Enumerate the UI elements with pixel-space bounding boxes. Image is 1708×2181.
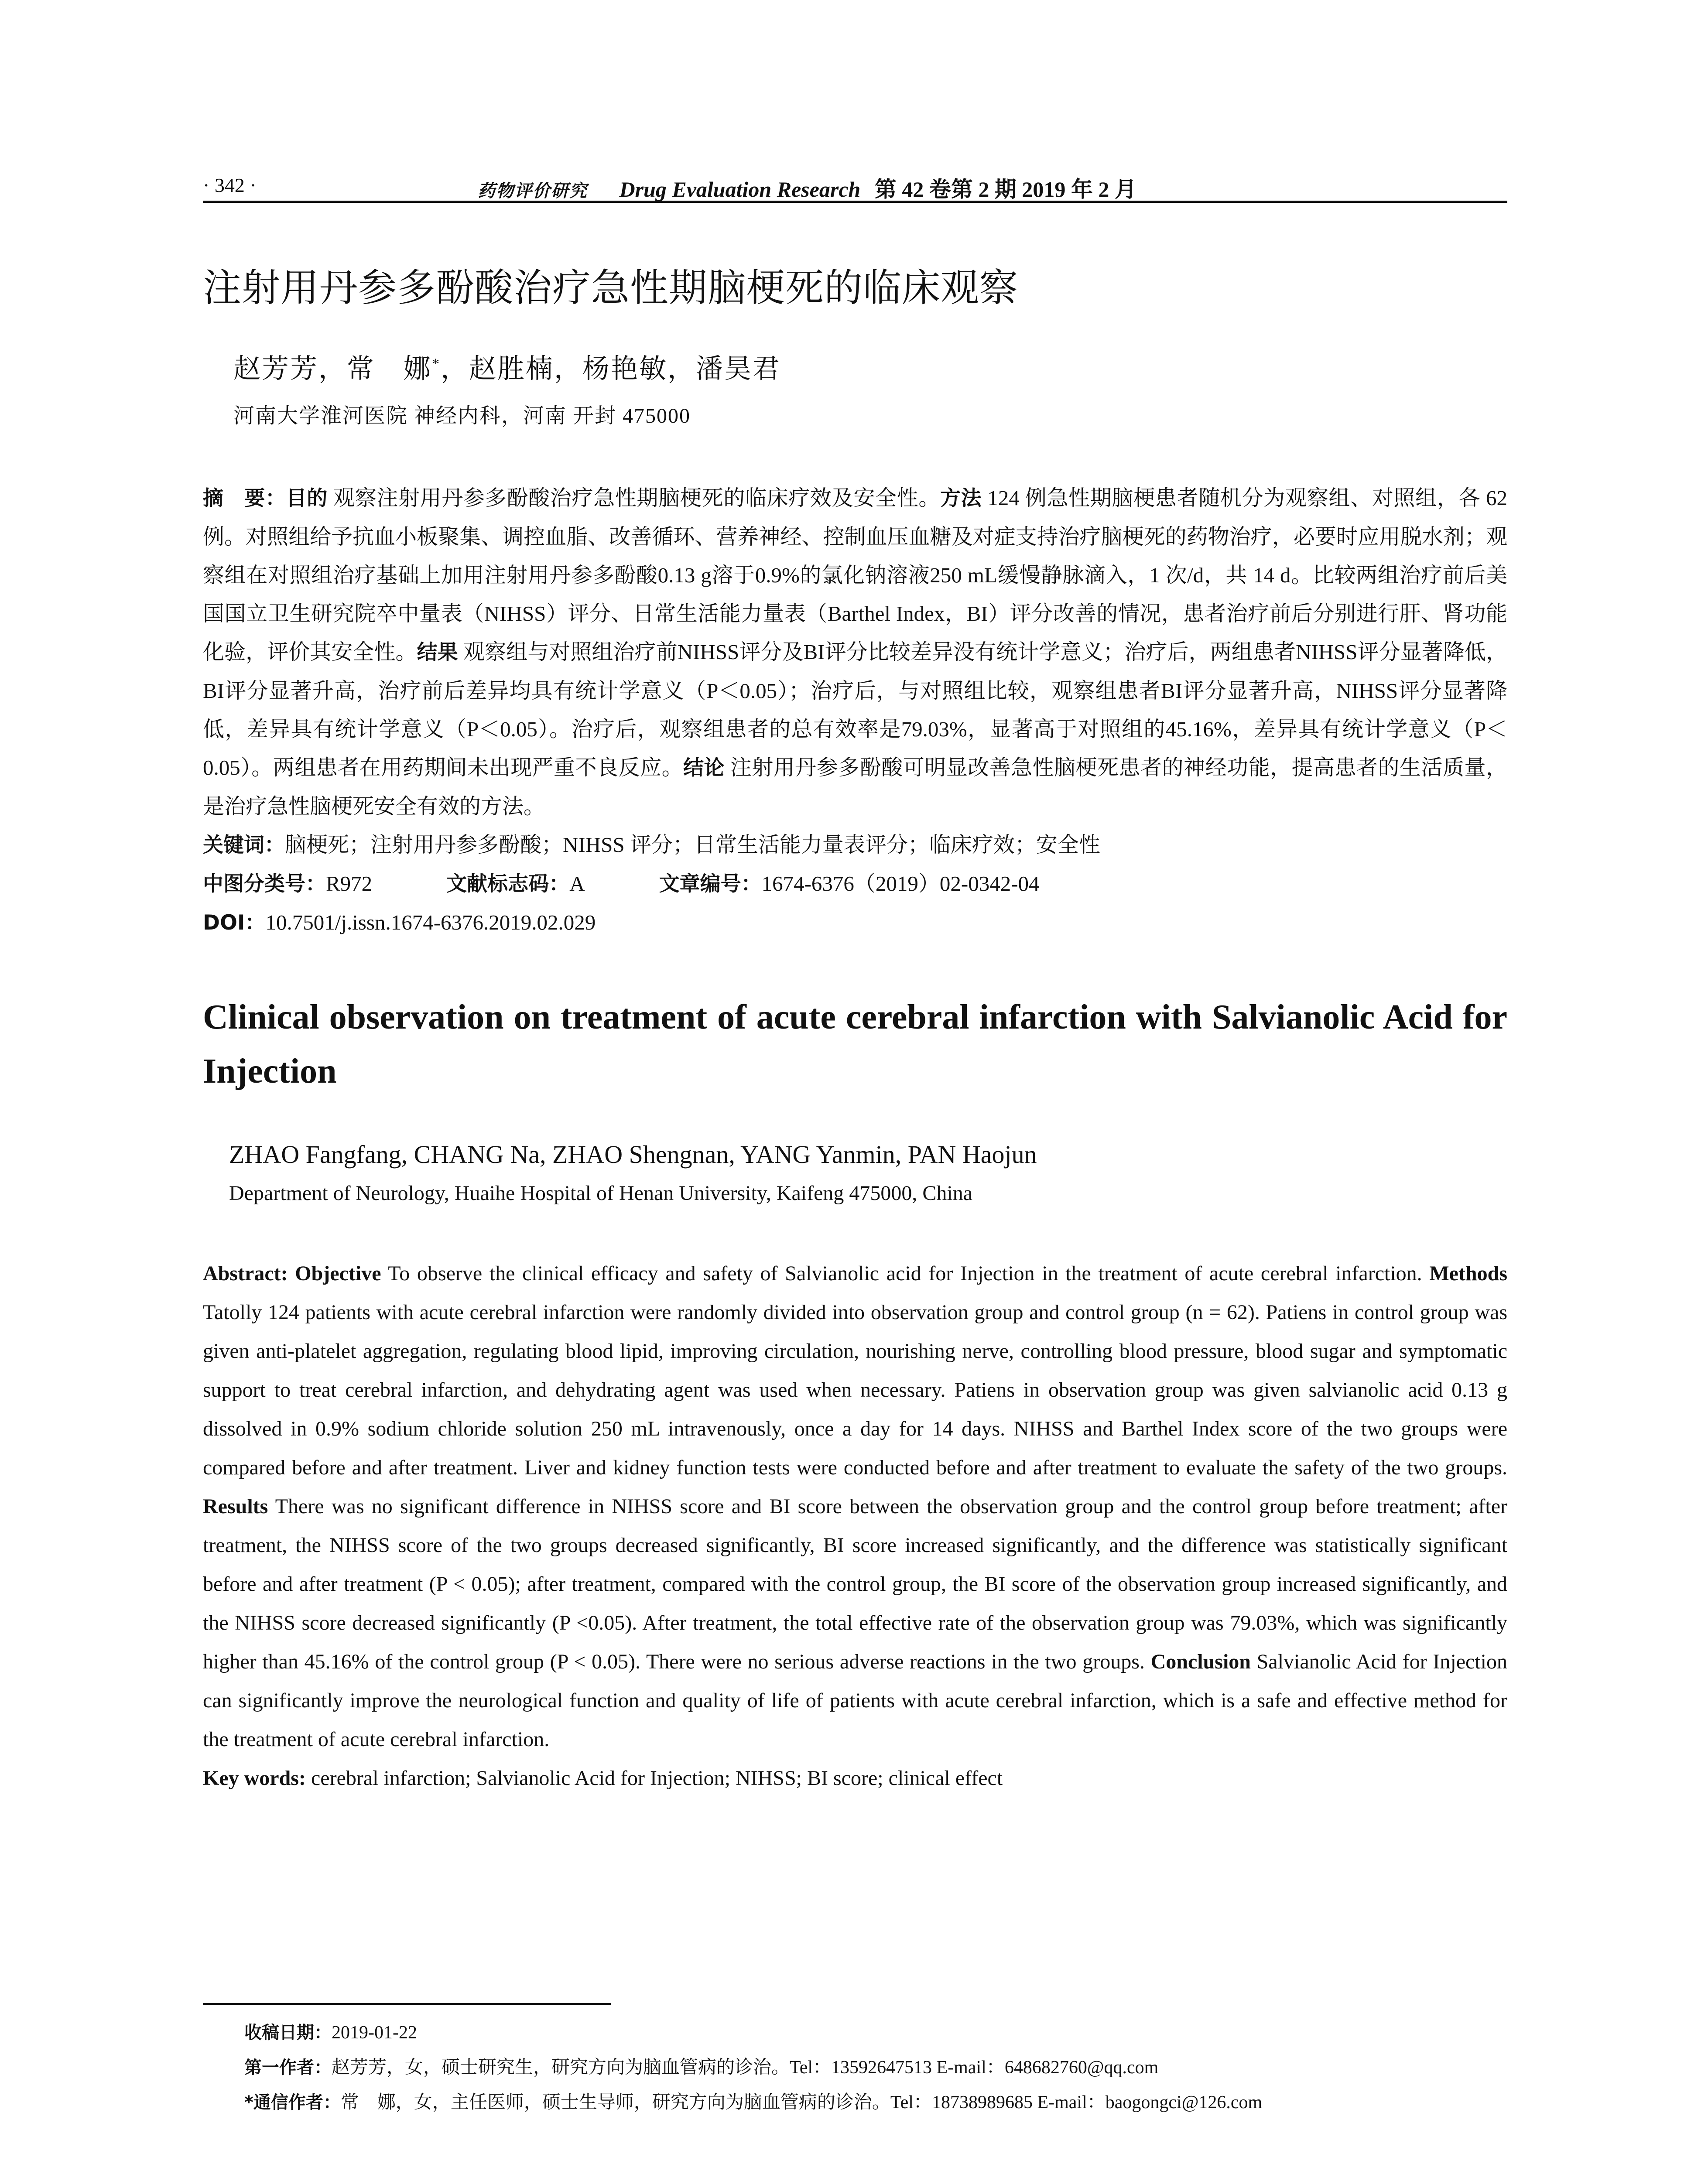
cn-objective-text: 观察注射用丹参多酚酸治疗急性期脑梗死的临床疗效及安全性。 [328, 486, 941, 510]
first-author-label: 第一作者： [244, 2058, 332, 2078]
doi-label: DOI： [203, 911, 266, 935]
en-abstract-label: Abstract: Objective [203, 1262, 381, 1285]
cn-keywords-label: 关键词： [203, 833, 285, 857]
en-abstract [203, 1254, 1507, 1759]
cn-methods-label: 方法 [940, 486, 982, 510]
doi-value: 10.7501/j.issn.1674-6376.2019.02.029 [265, 910, 596, 934]
en-conclusion-text: Salvianolic Acid for Injection can significantly improve the neurological function and quality of life of patients with acute cerebral infarction, which is a safe and effective method for the treatment of acute cerebral infarction. [203, 1650, 1507, 1751]
cn-results-text: 观察组与对照组治疗前NIHSS评分及BI评分比较差异没有统计学意义；治疗后，两组患者NIHSS评分显著降低，BI评分显著升高，治疗前后差异均具有统计学意义（P＜0.05）；治疗后，与对照组比较，观察组患者BI评分显著升高，NIHSS评分显著降低，差异具有统计学意义（P＜0.05）。治疗后，观察组患者的总有效率是79.03%，显著高于对照组的45.16%，差异具有统计学意义（P＜0.05）。两组患者在用药期间未出现严重不良反应。 [203, 640, 1507, 779]
en-keywords [203, 1759, 1507, 1798]
cn-conclusion-label: 结论 [683, 756, 725, 780]
classification-line [203, 865, 1507, 903]
cn-objective-label: 目的 [286, 486, 328, 510]
running-header [203, 166, 1507, 203]
clc-label: 中图分类号： [203, 872, 326, 896]
cn-abstract-label: 摘 要： [203, 486, 286, 510]
article-page [203, 166, 1507, 1798]
corresponding-mark: * [432, 356, 441, 372]
en-keywords-label: Key words: [203, 1767, 306, 1790]
journal-banner [478, 172, 1136, 203]
cn-title: 注射用丹参多酚酸治疗急性期脑梗死的临床观察 [203, 265, 1019, 310]
en-results-text: There was no significant difference in NIHSS score and BI score between the observation group and the control group before treatment; after treatment, the NIHSS score of the two groups decreased significantly, BI score increased significantly, and the difference was statistically significant before and after treatment (P < 0.05); after treatment, compared with the control group, the BI score of the observation group increased significantly, and the NIHSS score decreased significantly (P <0.05). After treatment, the total effective rate of the observation group was 79.03%, which was significantly higher than 45.16% of the control group (P < 0.05). There were no serious adverse reactions in the two groups. [203, 1495, 1507, 1673]
corresponding-value: 常 娜，女，主任医师，硕士生导师，研究方向为脑血管病的诊治。Tel：18738989685 E-mail：baogongci@126.com [340, 2092, 1263, 2113]
corresponding-label: *通信作者： [244, 2092, 341, 2113]
cn-keywords [203, 826, 1507, 865]
footnote-received [244, 2015, 1262, 2050]
issue-info: 第 42 卷第 2 期 2019 年 2 月 [874, 177, 1136, 202]
footnotes [244, 2015, 1262, 2120]
page-number: · 342 · [203, 174, 257, 196]
cn-conclusion-text: 注射用丹参多酚酸可明显改善急性脑梗死患者的神经功能，提高患者的生活质量，是治疗急性脑梗死安全有效的方法。 [203, 755, 1507, 818]
en-objective-text: To observe the clinical efficacy and safety of Salvianolic acid for Injection in the treatment of acute cerebral infarction. [381, 1262, 1430, 1285]
en-conclusion-label: Conclusion [1150, 1650, 1251, 1673]
clc-value: R972 [326, 872, 373, 896]
cn-results-label: 结果 [417, 640, 458, 664]
journal-name: Drug Evaluation Research [619, 177, 861, 202]
en-authors: ZHAO Fangfang, CHANG Na, ZHAO Shengnan, YANG Yanmin, PAN Haojun [229, 1140, 1037, 1169]
doccode-value: A [569, 872, 585, 896]
en-affiliation: Department of Neurology, Huaihe Hospital of Henan University, Kaifeng 475000, China [229, 1182, 973, 1205]
en-methods-text: Tatolly 124 patients with acute cerebral infarction were randomly divided into observation group and control group (n = 62). Patiens in control group was given anti-platelet aggregation, regulating blood lipid, improving circulation, nourishing nerve, controlling blood pressure, blood sugar and symptomatic support to treat cerebral infarction, and dehydrating agent was used when necessary. Patiens in observation group was given salvianolic acid 0.13 g dissolved in 0.9% sodium chloride solution 250 mL intravenously, once a day for 14 days. NIHSS and Barthel Index score of the two groups were compared before and after treatment. Liver and kidney function tests were conducted before and after treatment to evaluate the safety of the two groups. [203, 1301, 1507, 1479]
en-title: Clinical observation on treatment of acute cerebral infarction with Salvianolic Acid for Injection [203, 998, 1507, 1090]
en-keywords-text: cerebral infarction; Salvianolic Acid for Injection; NIHSS; BI score; clinical effect [305, 1767, 1003, 1790]
footnote-corresponding [244, 2085, 1262, 2120]
cn-authors-first: 赵芳芳，常 娜 [233, 354, 432, 384]
cn-authors-rest: ，赵胜楠，杨艳敏，潘昊君 [441, 354, 781, 384]
doi-line [203, 903, 1507, 942]
first-author-value: 赵芳芳，女，硕士研究生，研究方向为脑血管病的诊治。Tel：13592647513 E-mail：648682760@qq.com [332, 2058, 1159, 2078]
cn-affiliation: 河南大学淮河医院 神经内科，河南 开封 475000 [233, 404, 691, 427]
cn-abstract [203, 479, 1507, 826]
journal-logo: 药物评价研究 [478, 181, 588, 201]
en-methods-label: Methods [1429, 1262, 1507, 1285]
articleno-value: 1674-6376（2019）02-0342-04 [761, 872, 1040, 896]
articleno-label: 文章编号： [659, 872, 762, 896]
footnote-rule [203, 2003, 611, 2005]
footnote-first-author [244, 2050, 1262, 2085]
doccode-label: 文献标志码： [446, 872, 570, 896]
cn-authors [233, 347, 1507, 386]
cn-keywords-text: 脑梗死；注射用丹参多酚酸；NIHSS 评分；日常生活能力量表评分；临床疗效；安全性 [285, 833, 1100, 857]
en-results-label: Results [203, 1495, 268, 1518]
received-value: 2019-01-22 [332, 2023, 417, 2043]
received-label: 收稿日期： [244, 2023, 332, 2043]
cn-methods-text: 124 例急性期脑梗患者随机分为观察组、对照组，各 62 例。对照组给予抗血小板聚集、调控血脂、改善循环、营养神经、控制血压血糖及对症支持治疗脑梗死的药物治疗，必要时应用脱水剂；观察组在对照组治疗基础上加用注射用丹参多酚酸0.13 g溶于0.9%的氯化钠溶液250 mL缓慢静脉滴入，1 次/d，共 14 d。比较两组治疗前后美国国立卫生研究院卒中量表（NIHSS）评分、日常生活能力量表（Barthel Index，BI）评分改善的情况，患者治疗前后分别进行肝、肾功能化验，评价其安全性。 [203, 486, 1508, 664]
